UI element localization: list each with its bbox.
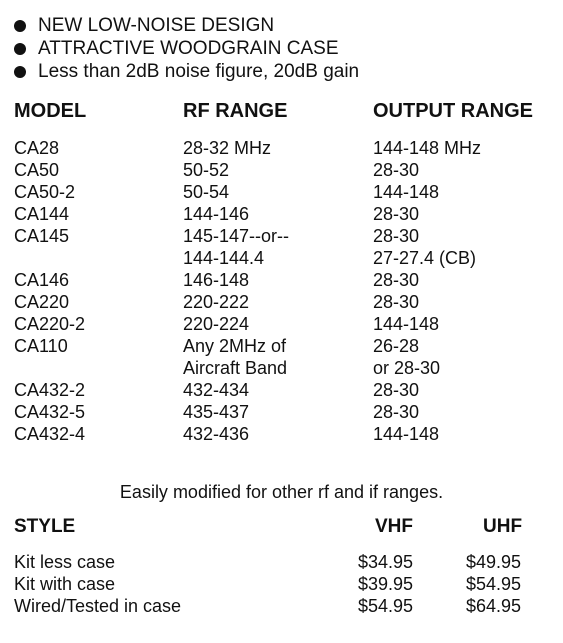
uhf-price-cell: $49.95 (466, 552, 522, 572)
rf-range-cell: 220-222 (183, 292, 250, 312)
model-cell: CA110 (14, 336, 68, 356)
price-table (0, 552, 563, 618)
rf-range-cell: 28-32 MHz (183, 138, 272, 158)
table-row (0, 182, 563, 204)
table-row (0, 424, 563, 446)
style-cell: Kit less case (14, 552, 116, 572)
table-row (0, 204, 563, 226)
rf-range-cell: 144-144.4 (183, 248, 265, 268)
model-cell: CA145 (14, 226, 70, 246)
table-row (0, 226, 563, 248)
table-row (0, 552, 563, 574)
vhf-price-cell: $39.95 (358, 574, 414, 594)
rf-range-cell: Any 2MHz of (183, 336, 287, 356)
output-range-cell: 28-30 (373, 226, 420, 246)
rf-range-cell: 220-224 (183, 314, 250, 334)
table-row (0, 248, 563, 270)
table-row (0, 314, 563, 336)
vhf-column-header: VHF (375, 516, 413, 537)
uhf-price-cell: $54.95 (466, 574, 522, 594)
rf-range-cell: 432-436 (183, 424, 250, 444)
price-table-header (0, 516, 563, 542)
output-range-cell: 28-30 (373, 380, 420, 400)
output-range-cell: or 28-30 (373, 358, 441, 378)
models-table (0, 138, 563, 446)
model-cell: CA220 (14, 292, 70, 312)
table-row (0, 574, 563, 596)
feature-item (14, 37, 359, 60)
modification-note: Easily modified for other rf and if ranges. (119, 482, 444, 502)
feature-text: NEW LOW-NOISE DESIGN (38, 14, 275, 36)
uhf-column-header: UHF (483, 516, 523, 537)
table-row (0, 402, 563, 424)
output-range-cell: 28-30 (373, 160, 420, 180)
model-cell: CA432-5 (14, 402, 86, 422)
vhf-price-cell: $34.95 (358, 552, 414, 572)
style-column-header: STYLE (14, 516, 76, 537)
models-table-header (0, 100, 563, 128)
model-cell: CA144 (14, 204, 70, 224)
bullet-icon (14, 43, 26, 55)
table-row (0, 358, 563, 380)
model-cell: CA50-2 (14, 182, 76, 202)
table-row (0, 160, 563, 182)
style-cell: Wired/Tested in case (14, 596, 182, 616)
model-cell: CA50 (14, 160, 60, 180)
output-range-cell: 144-148 (373, 182, 440, 202)
bullet-icon (14, 20, 26, 32)
output-range-cell: 28-30 (373, 270, 420, 290)
table-row (0, 336, 563, 358)
output-range-cell: 144-148 (373, 424, 440, 444)
output-range-column-header: OUTPUT RANGE (373, 100, 533, 122)
rf-range-column-header: RF RANGE (183, 100, 288, 122)
model-cell: CA432-4 (14, 424, 86, 444)
model-cell: CA220-2 (14, 314, 86, 334)
output-range-cell: 28-30 (373, 292, 420, 312)
model-cell: CA28 (14, 138, 60, 158)
output-range-cell: 28-30 (373, 204, 420, 224)
feature-text: Less than 2dB noise figure, 20dB gain (38, 60, 360, 82)
rf-range-cell: 432-434 (183, 380, 250, 400)
rf-range-cell: 145-147--or-- (183, 226, 290, 246)
table-row (0, 292, 563, 314)
rf-range-cell: 435-437 (183, 402, 250, 422)
rf-range-cell: 50-52 (183, 160, 230, 180)
uhf-price-cell: $64.95 (466, 596, 522, 616)
output-range-cell: 26-28 (373, 336, 420, 356)
feature-text: ATTRACTIVE WOODGRAIN CASE (38, 37, 339, 59)
output-range-cell: 27-27.4 (CB) (373, 248, 477, 268)
model-cell: CA432-2 (14, 380, 86, 400)
rf-range-cell: 144-146 (183, 204, 250, 224)
feature-item (14, 60, 359, 83)
rf-range-cell: 50-54 (183, 182, 230, 202)
table-row (0, 380, 563, 402)
output-range-cell: 28-30 (373, 402, 420, 422)
table-row (0, 270, 563, 292)
table-row (0, 138, 563, 160)
feature-item (14, 14, 359, 37)
output-range-cell: 144-148 (373, 314, 440, 334)
style-cell: Kit with case (14, 574, 116, 594)
bullet-icon (14, 66, 26, 78)
rf-range-cell: Aircraft Band (183, 358, 288, 378)
model-column-header: MODEL (14, 100, 87, 122)
vhf-price-cell: $54.95 (358, 596, 414, 616)
feature-list (14, 14, 359, 83)
table-row (0, 596, 563, 618)
output-range-cell: 144-148 MHz (373, 138, 482, 158)
rf-range-cell: 146-148 (183, 270, 250, 290)
model-cell: CA146 (14, 270, 70, 290)
